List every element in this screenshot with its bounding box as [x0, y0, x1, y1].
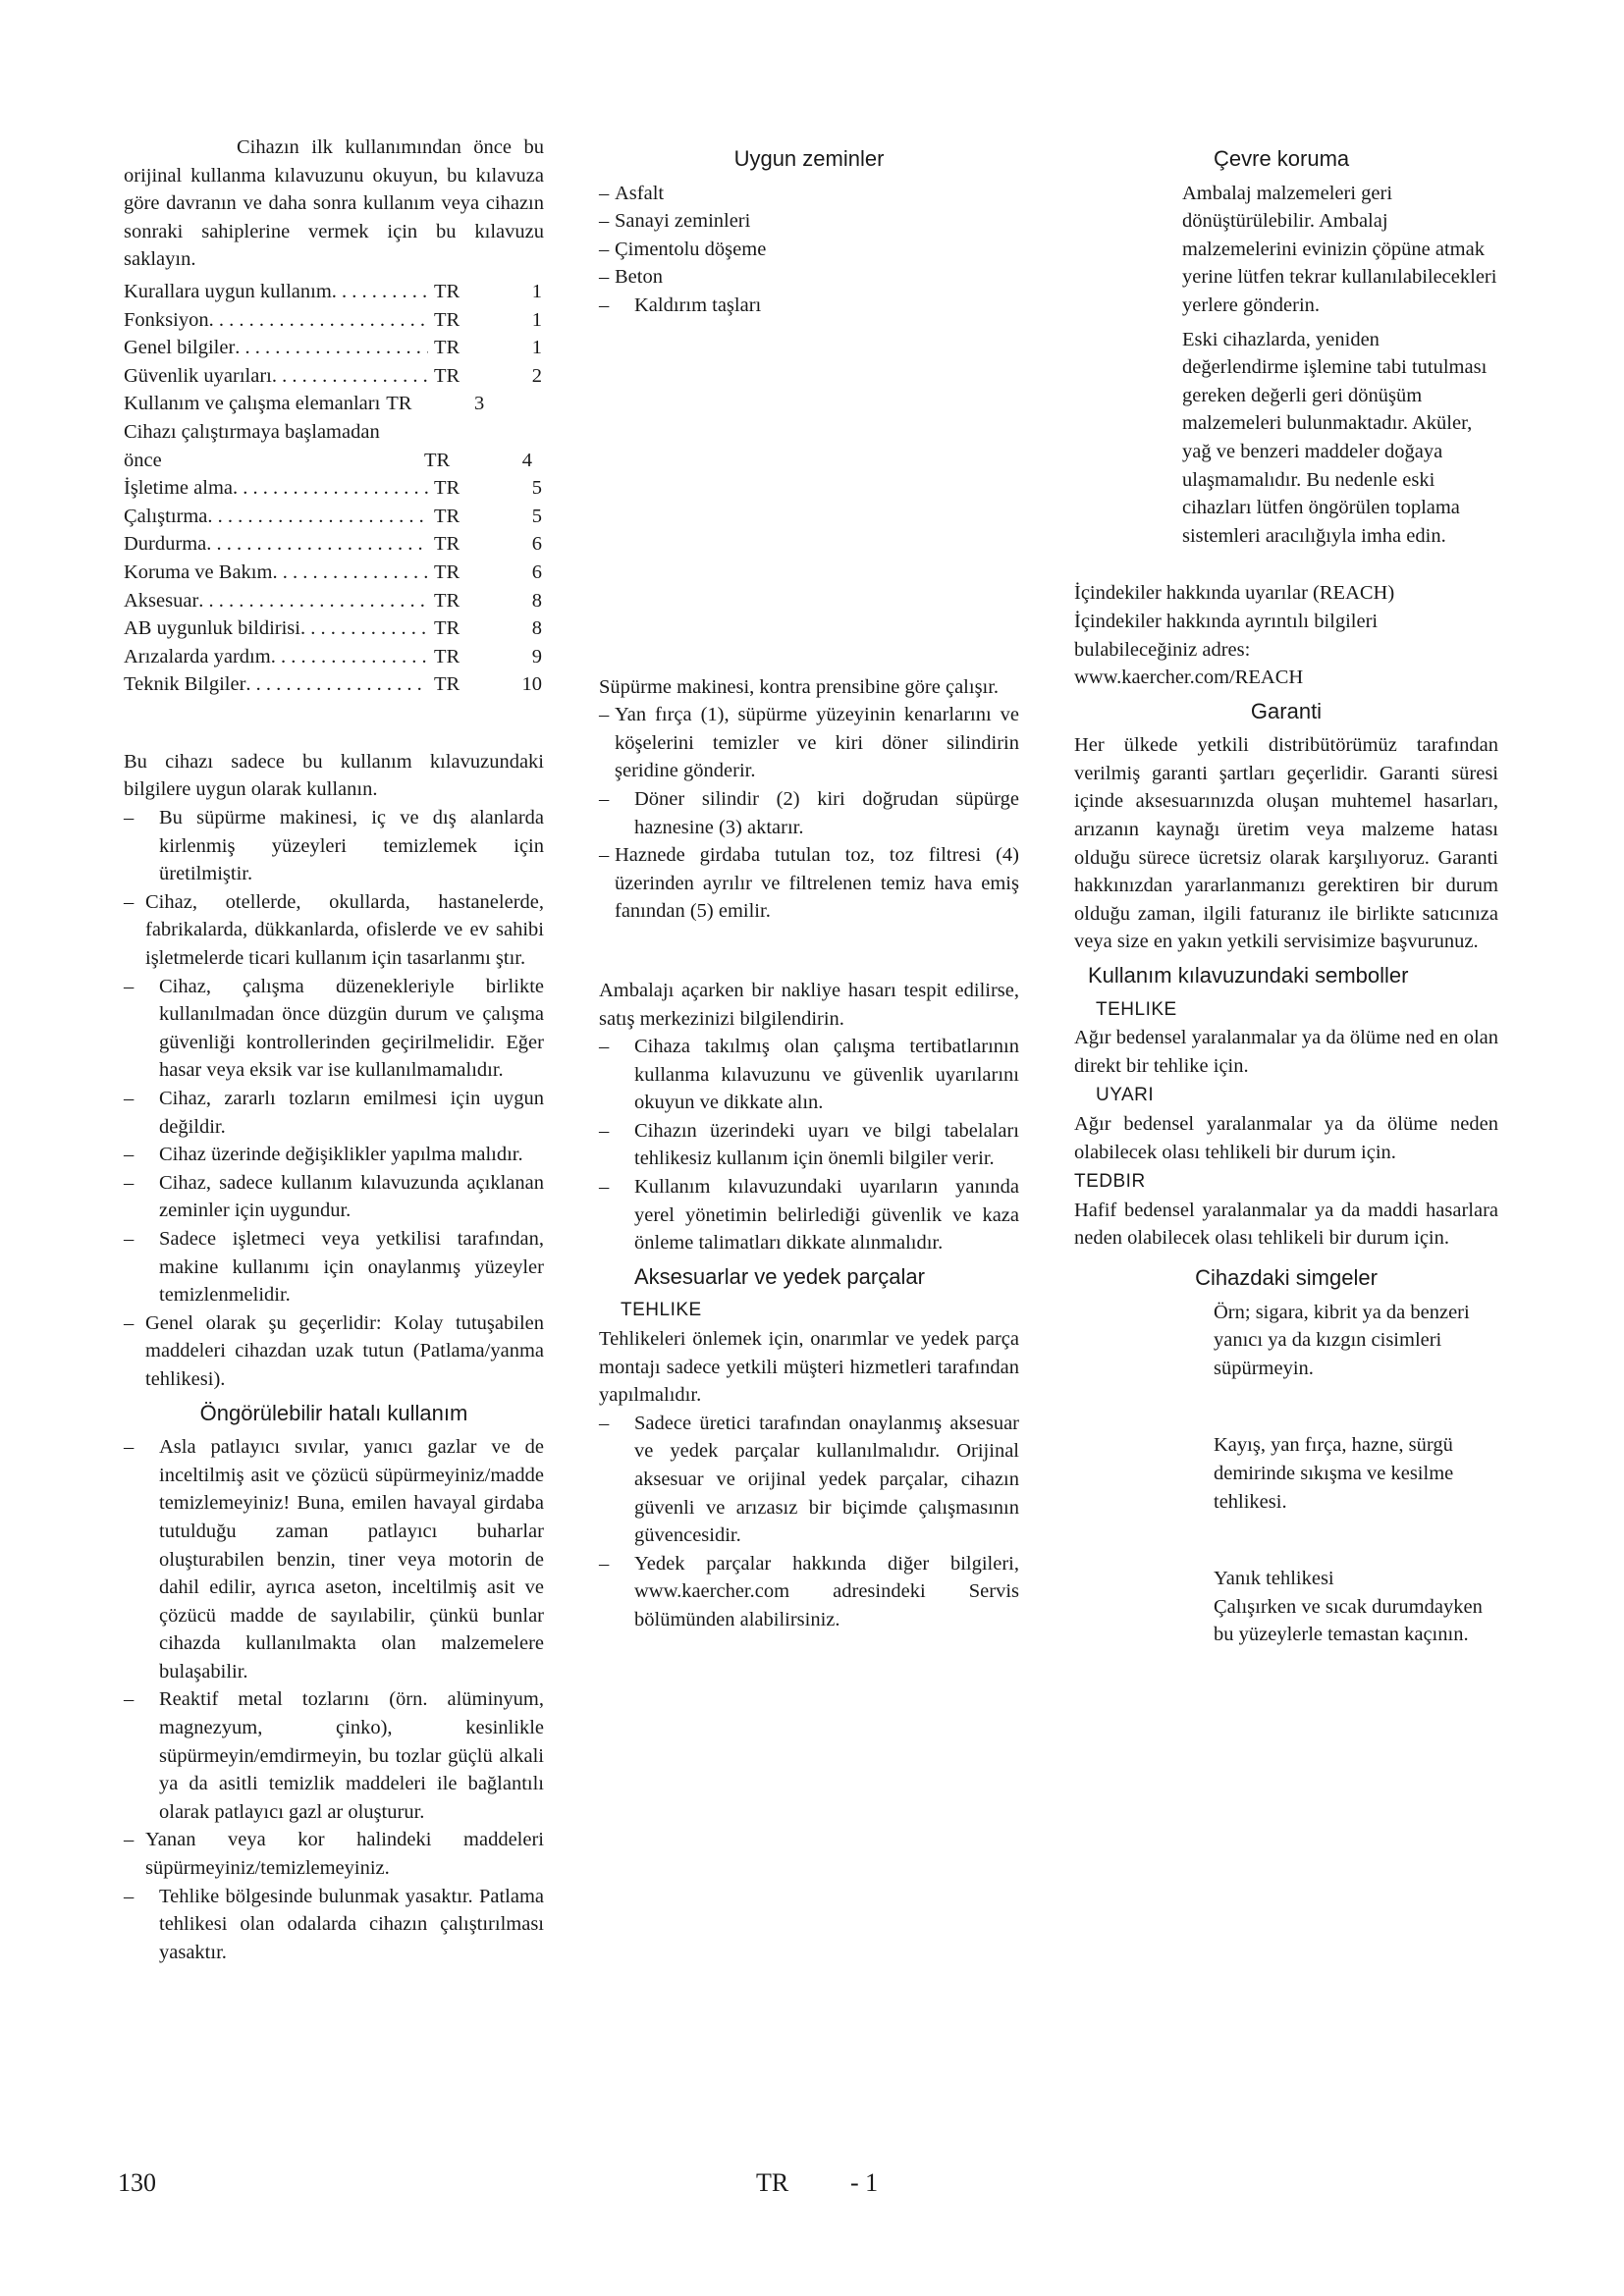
toc-leader [206, 530, 428, 559]
toc-lang: TR [434, 364, 460, 387]
toc-title: Kullanım ve çalışma elemanları [124, 393, 381, 415]
section-heading: Garanti [1250, 698, 1323, 723]
list-item: – Bu süpürme makinesi, iç ve dış alanlarda kirlenmiş yüzeyleri temizlemek için üretilmiştir. [124, 807, 544, 885]
danger-text: Ağır bedensel yaralanmalar ya da ölüme ned en olan direkt bir tehlike için. [1074, 1027, 1498, 1077]
general-lead: Ambalajı açarken bir nakliye hasarı tespit edilirse, satış merkezinizi bilgilendirin. [599, 979, 1019, 1030]
toc-row[interactable] [124, 587, 542, 615]
toc-row[interactable] [124, 334, 542, 362]
toc-page: 1 [531, 280, 542, 302]
signal-word-warning: UYARI [1096, 1085, 1155, 1106]
list-item: – Cihaz üzerinde değişiklikler yapılma malıdır. [124, 1144, 523, 1166]
accessories-lead: Tehlikeleri önlemek için, onarımlar ve yedek parça montajı sadece yetkili müşteri hizmetleri tarafından yapılmalıdır. [599, 1328, 1019, 1407]
toc-row[interactable] [124, 362, 542, 391]
toc-page: 6 [531, 533, 542, 556]
list-item: – Sanayi zeminleri [599, 210, 751, 233]
toc-page: 10 [521, 673, 542, 696]
toc-lang: TR [434, 589, 460, 612]
toc-leader [198, 587, 428, 615]
environment-paragraph-1: Ambalaj malzemeleri geri dönüştürülebilir. Ambalaj malzemelerini evinizin çöpüne atmak yerine lütfen tekrar kullanılabilecekleri yerlere gönderin. [1182, 182, 1497, 316]
toc-leader [233, 474, 428, 503]
toc-title: İşletime alma [124, 477, 233, 500]
list-item: – Sadece işletmeci veya yetkilisi tarafından, makine kullanımı için onaylanmış yüzeyler temizlenmelidir. [124, 1227, 544, 1307]
toc-title: Güvenlik uyarıları [124, 364, 272, 387]
toc-row[interactable] [124, 643, 542, 671]
toc-row[interactable] [124, 530, 542, 559]
list-item: – Yedek parçalar hakkında diğer bilgileri, www.kaercher.com adresindeki Servis bölümünden alabilirsiniz. [599, 1552, 1019, 1630]
device-symbol-fire [1214, 1299, 1498, 1383]
footer-section: - 1 [850, 2168, 879, 2197]
list-item: – Asfalt [599, 182, 665, 204]
list-item: – Çimentolu döşeme [599, 238, 767, 260]
surfaces-section [599, 145, 1019, 320]
toc-title: Cihazı çalıştırmaya başlamadan önce [124, 420, 380, 471]
reach-text: İçindekiler hakkında ayrıntılı bilgileri bulabileceğiniz adres: [1074, 610, 1379, 661]
toc-title: AB uygunluk bildirisi [124, 617, 300, 640]
toc-lang: TR [434, 617, 460, 640]
toc-leader [271, 643, 428, 671]
toc-page: 1 [531, 337, 542, 359]
list-item: – Genel olarak şu geçerlidir: Kolay tutuşabilen maddeleri cihazdan uzak tutun (Patlama/yanma tehlikesi). [124, 1311, 544, 1390]
page-number: 130 [118, 2168, 156, 2197]
column-middle [599, 133, 1019, 1634]
list-item: – Cihaz, zararlı tozların emilmesi için uygun değildir. [124, 1088, 544, 1138]
toc-page: 5 [531, 477, 542, 500]
list-item: – Cihaz, otellerde, okullarda, hastanelerde, fabrikalarda, dükkanlarda, ofislerde ve ev sahibi işletmelerde ticari kullanım için tasarlanmı ştır. [124, 890, 544, 970]
warning-text: Ağır bedensel yaralanmalar ya da ölüme neden olabilecek olası tehlikeli bir durum için. [1074, 1113, 1498, 1163]
symbols-section [1074, 962, 1498, 1253]
intended-use-lead: Bu cihazı sadece bu kullanım kılavuzundaki bilgilere uygun olarak kullanın. [124, 750, 544, 801]
reach-title: İçindekiler hakkında uyarılar (REACH) [1074, 582, 1395, 605]
toc-lang: TR [434, 280, 460, 302]
section-heading: Öngörülebilir hatalı kullanım [199, 1400, 468, 1425]
toc-row[interactable] [124, 614, 542, 643]
section-heading: Cihazdaki simgeler [1195, 1264, 1378, 1290]
toc-lang: TR [434, 308, 460, 331]
column-left [124, 133, 544, 1966]
toc-title: Durdurma [124, 533, 207, 556]
toc-page: 1 [531, 308, 542, 331]
toc-lang: TR [434, 673, 460, 696]
table-of-contents [124, 278, 542, 699]
list-item: – Beton [599, 266, 663, 289]
section-heading: Çevre koruma [1214, 146, 1350, 171]
toc-row[interactable] [124, 474, 542, 503]
list-item: – Cihaz, çalışma düzenekleriyle birlikte kullanılmadan önce düzgün durum ve çalışma güvenliği kontrollerinden geçirilmelidir. Eğer hasar veya eksik var ise kullanılmamalıdır. [124, 975, 544, 1082]
signal-word-danger: TEHLIKE [621, 1300, 702, 1321]
toc-row[interactable] [124, 278, 542, 306]
device-symbols-section [1074, 1264, 1498, 1649]
device-symbol-text: Çalışırken ve sıcak durumdayken bu yüzeylerle temastan kaçının. [1214, 1595, 1483, 1646]
toc-page: 8 [531, 617, 542, 640]
misuse-section [124, 1400, 544, 1967]
environment-paragraph-2: Eski cihazlarda, yeniden değerlendirme işlemine tabi tutulması gereken değerli geri dönüşüm malzemeleri bulunmaktadır. Aküler, yağ ve benzeri maddeler doğaya ulaşmamalıdır. Bu nedenle eski cihazları lütfen öngörülen toplama sistemleri aracılığıyla imha edin. [1182, 328, 1488, 547]
toc-row[interactable] [124, 503, 542, 531]
toc-title: Teknik Bilgiler [124, 673, 246, 696]
toc-title: Kurallara uygun kullanım [124, 280, 332, 302]
list-item: – Döner silindir (2) kiri doğrudan süpürge haznesine (3) aktarır. [599, 787, 1019, 838]
signal-word-danger: TEHLIKE [1096, 998, 1177, 1020]
reach-link[interactable]: www.kaercher.com/REACH [1074, 667, 1304, 689]
toc-page: 2 [531, 364, 542, 387]
list-item: – Kullanım kılavuzundaki uyarıların yanında yerel yönetimin belirlediği güvenlik ve kaza önleme talimatları dikkate alınmalıdır. [599, 1176, 1019, 1255]
toc-lang: TR [434, 561, 460, 583]
toc-title: Aksesuar [124, 589, 199, 612]
toc-leader [207, 503, 428, 531]
list-item: – Tehlike bölgesinde bulunmak yasaktır. Patlama tehlikesi olan odalarda cihazın çalıştırılması yasaktır. [124, 1885, 544, 1963]
list-item: – Haznede girdaba tutulan toz, toz filtresi (4) üzerinden ayrılır ve filtrelenen temiz hava emiş fanından (5) emilir. [599, 844, 1019, 923]
list-item: – Sadece üretici tarafından onaylanmış aksesuar ve yedek parçalar kullanılmalıdır. Orijinal aksesuar ve orijinal yedek parçalar, cihazın güvenli ve arızasız bir biçimde çalışmasının güvencesidir. [599, 1412, 1019, 1547]
toc-row[interactable] [124, 390, 542, 418]
general-section [599, 977, 1019, 1257]
section-heading: Uygun zeminler [733, 146, 885, 171]
function-section [599, 673, 1019, 926]
column-right [1074, 133, 1498, 1649]
toc-page: 6 [531, 561, 542, 583]
toc-lang: TR [434, 645, 460, 667]
toc-leader [300, 614, 428, 643]
toc-page: 5 [531, 505, 542, 527]
device-symbol-title: Yanık tehlikesi [1214, 1568, 1334, 1590]
toc-leader [272, 559, 428, 587]
toc-leader [209, 306, 428, 335]
environment-section [1074, 145, 1498, 550]
toc-lang: TR [434, 533, 460, 556]
device-symbol-text: Kayış, yan fırça, hazne, sürgü demirinde sıkışma ve kesilme tehlikesi. [1214, 1434, 1454, 1513]
toc-leader [332, 278, 428, 306]
toc-leader [245, 670, 428, 699]
list-item: – Asla patlayıcı sıvılar, yanıcı gazlar ve de inceltilmiş asit ve çözücü süpürmeyiniz/madde temizlemeyiniz! Buna, emilen havayal girdaba tutulduğu zaman patlayıcı buharlar oluşturabilen benzin, tiner veya motorin de dahil edilir, ayrıca aseton, inceltilmiş asit ve çözücü madde de sayılabilir, çünkü bunlar cihazda kullanılmakta olan malzemelere bulaşabilir. [124, 1436, 544, 1682]
list-item: – Cihazın üzerindeki uyarı ve bilgi tabelaları tehlikesiz kullanım için önemli bilgiler verir. [599, 1119, 1019, 1170]
toc-page: 4 [521, 449, 532, 471]
caution-text: Hafif bedensel yaralanmalar ya da maddi hasarlara neden olabilecek olası tehlikeli bir durum için. [1074, 1199, 1498, 1250]
signal-word-caution: TEDBIR [1074, 1171, 1146, 1193]
section-heading: Aksesuarlar ve yedek parçalar [634, 1263, 925, 1289]
toc-row[interactable] [124, 418, 542, 474]
toc-title: Çalıştırma [124, 505, 208, 527]
toc-leader [235, 334, 428, 362]
toc-lang: TR [434, 337, 460, 359]
function-lead: Süpürme makinesi, kontra prensibine göre çalışır. [599, 675, 1000, 698]
warranty-section [1074, 698, 1498, 956]
intro-paragraph: Cihazın ilk kullanımından önce bu orijinal kullanma kılavuzunu okuyun, bu kılavuza göre davranın ve daha sonra kullanım veya cihazın sonraki sahiplerine vermek için bu kılavuzu saklayın. [124, 136, 544, 271]
toc-row[interactable] [124, 670, 542, 699]
section-heading: Kullanım kılavuzundaki semboller [1088, 963, 1409, 988]
toc-lang: TR [434, 505, 460, 527]
accessories-section [599, 1263, 1019, 1634]
toc-title: Fonksiyon [124, 308, 209, 331]
toc-title: Koruma ve Bakım [124, 561, 273, 583]
warranty-text: Her ülkede yetkili distribütörümüz tarafından verilmiş garanti şartları geçerlidir. Garanti süresi içinde aksesuarınızda oluşan muhtemel hasarları, arızanın kaynağı üretim veya malzeme hatası olduğu sürece ücretsiz olarak karşılıyoruz. Garanti hakkınızdan yararlanmanızı gerektiren bir durum olduğu zaman, ilgili faturanız ile birlikte satıcınıza veya size en yakın yetkili servisimize başvurunuz. [1074, 734, 1498, 953]
device-symbol-burn [1214, 1565, 1498, 1649]
toc-title: Arızalarda yardım [124, 645, 271, 667]
list-item: – Reaktif metal tozlarını (örn. alüminyum, magnezyum, çinko), kesinlikle süpürmeyin/emdirmeyin, bu tozlar güçlü alkali ya da asitli temizlik maddeleri ile bağlantılı olarak patlayıcı gazl ar oluşturur. [124, 1688, 544, 1823]
intended-use-section [124, 748, 544, 1394]
toc-page: 9 [531, 645, 542, 667]
toc-title: Genel bilgiler [124, 337, 236, 359]
list-item: – Cihaza takılmış olan çalışma tertibatlarının kullanma kılavuzunu ve güvenlik uyarılarını okuyun ve dikkate alın. [599, 1036, 1019, 1114]
toc-page: 8 [531, 589, 542, 612]
device-symbol-pinch [1214, 1431, 1498, 1516]
toc-lang: TR [386, 393, 412, 415]
toc-leader [272, 362, 428, 391]
toc-row[interactable] [124, 306, 542, 335]
device-symbol-text: Örn; sigara, kibrit ya da benzeri yanıcı ya da kızgın cisimleri süpürmeyin. [1214, 1301, 1470, 1379]
list-item: – Kaldırım taşları [599, 294, 762, 316]
toc-lang: TR [424, 449, 451, 471]
toc-page: 3 [474, 393, 485, 415]
list-item: – Yan fırça (1), süpürme yüzeyinin kenarlarını ve köşelerini temizler ve kiri döner silindirin şeridine gönderir. [599, 704, 1019, 782]
list-item: – Cihaz, sadece kullanım kılavuzunda açıklanan zeminler için uygundur. [124, 1171, 544, 1222]
reach-section [1074, 579, 1498, 691]
list-item: – Yanan veya kor halindeki maddeleri süpürmeyiniz/temizlemeyiniz. [124, 1829, 544, 1880]
toc-row[interactable] [124, 559, 542, 587]
footer-language: TR [756, 2168, 789, 2197]
toc-lang: TR [434, 477, 460, 500]
